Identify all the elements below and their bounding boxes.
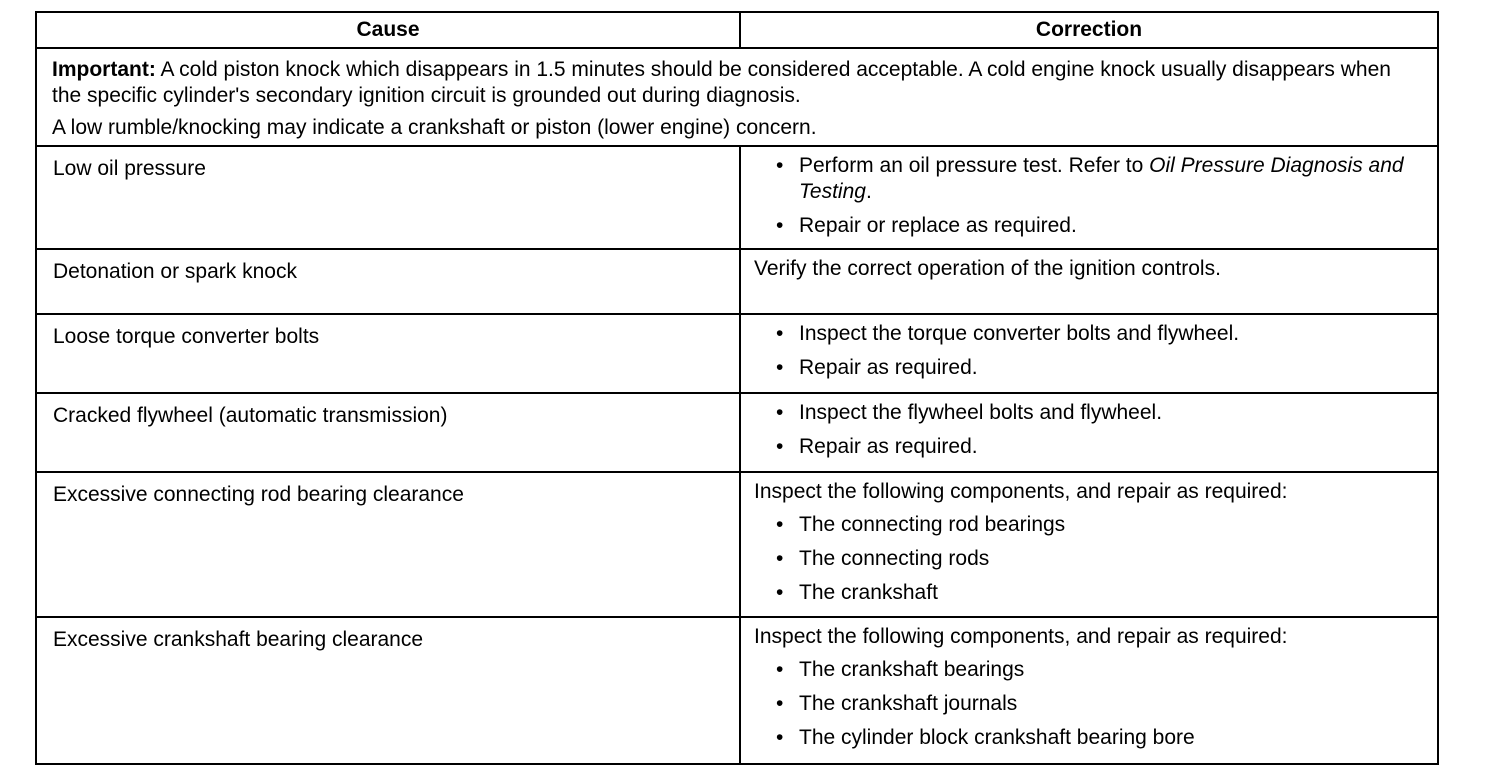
bullet-icon: •	[776, 435, 784, 458]
bullet-text: Repair as required.	[799, 435, 978, 458]
bullet-icon: •	[776, 322, 784, 345]
header-correction: Correction	[740, 12, 1438, 48]
cause-cell: Detonation or spark knock	[36, 249, 740, 314]
bullet-icon: •	[776, 356, 784, 379]
correction-cell	[740, 393, 1438, 472]
cause-cell: Excessive crankshaft bearing clearance	[36, 617, 740, 764]
list-item	[754, 400, 1423, 426]
correction-intro: Inspect the following components, and repair as required:	[754, 480, 1288, 503]
table-row	[36, 393, 1438, 472]
correction-list	[754, 321, 1423, 381]
list-item	[754, 546, 1423, 572]
bullet-text: Repair or replace as required.	[799, 214, 1077, 237]
bullet-icon: •	[776, 154, 784, 177]
bullet-icon: •	[776, 581, 784, 604]
list-item	[754, 434, 1423, 460]
list-item	[754, 512, 1423, 538]
list-item	[754, 213, 1423, 239]
important-text: A cold piston knock which disappears in 1.5 minutes should be considered acceptable. A cold engine knock usually disappears when the specific cylinder's secondary ignition circuit is grounded out during diagnosis.	[52, 58, 1391, 107]
header-cause: Cause	[36, 12, 740, 48]
bullet-text: The connecting rod bearings	[799, 513, 1066, 536]
table-row	[36, 146, 1438, 249]
bullet-icon: •	[776, 547, 784, 570]
important-paragraph	[52, 57, 1423, 109]
list-item	[754, 153, 1423, 205]
bullet-text: Inspect the flywheel bolts and flywheel.	[799, 401, 1163, 424]
important-label: Important:	[52, 58, 156, 81]
list-item	[754, 691, 1423, 717]
correction-cell	[740, 472, 1438, 617]
list-item	[754, 657, 1423, 683]
diagnosis-table	[35, 11, 1439, 765]
cause-cell: Low oil pressure	[36, 146, 740, 249]
bullet-icon: •	[776, 513, 784, 536]
bullet-icon: •	[776, 726, 784, 749]
important-note	[36, 48, 1438, 146]
list-item	[754, 355, 1423, 381]
bullet-text: The crankshaft	[799, 581, 938, 604]
bullet-text: Perform an oil pressure test. Refer to	[799, 154, 1150, 177]
bullet-text: The crankshaft journals	[799, 692, 1018, 715]
correction-intro: Inspect the following components, and repair as required:	[754, 625, 1288, 648]
bullet-text: Inspect the torque converter bolts and flywheel.	[799, 322, 1240, 345]
table-row	[36, 249, 1438, 314]
correction-cell	[740, 314, 1438, 393]
correction-list	[754, 400, 1423, 460]
correction-list	[754, 657, 1423, 751]
table-row	[36, 472, 1438, 617]
bullet-suffix: .	[865, 180, 872, 203]
correction-cell	[740, 249, 1438, 314]
list-item	[754, 725, 1423, 751]
correction-list	[754, 512, 1423, 606]
table-row	[36, 617, 1438, 764]
bullet-icon: •	[776, 401, 784, 424]
reference-title: Oil Pressure Diagnosis and Testing	[799, 154, 1404, 203]
important-second-line: A low rumble/knocking may indicate a crankshaft or piston (lower engine) concern.	[52, 116, 817, 139]
list-item	[754, 580, 1423, 606]
list-item	[754, 321, 1423, 347]
bullet-text: Repair as required.	[799, 356, 978, 379]
bullet-text: The connecting rods	[799, 547, 990, 570]
bullet-text: The crankshaft bearings	[799, 658, 1025, 681]
correction-text: Verify the correct operation of the ignition controls.	[754, 257, 1221, 280]
correction-cell	[740, 146, 1438, 249]
bullet-text: The cylinder block crankshaft bearing bore	[799, 726, 1195, 749]
bullet-icon: •	[776, 658, 784, 681]
bullet-icon: •	[776, 214, 784, 237]
correction-cell	[740, 617, 1438, 764]
header-row	[36, 12, 1438, 48]
important-row	[36, 48, 1438, 146]
bullet-icon: •	[776, 692, 784, 715]
cause-cell: Loose torque converter bolts	[36, 314, 740, 393]
cause-cell: Excessive connecting rod bearing clearance	[36, 472, 740, 617]
table-row	[36, 314, 1438, 393]
correction-list	[754, 153, 1423, 239]
cause-cell: Cracked flywheel (automatic transmission)	[36, 393, 740, 472]
